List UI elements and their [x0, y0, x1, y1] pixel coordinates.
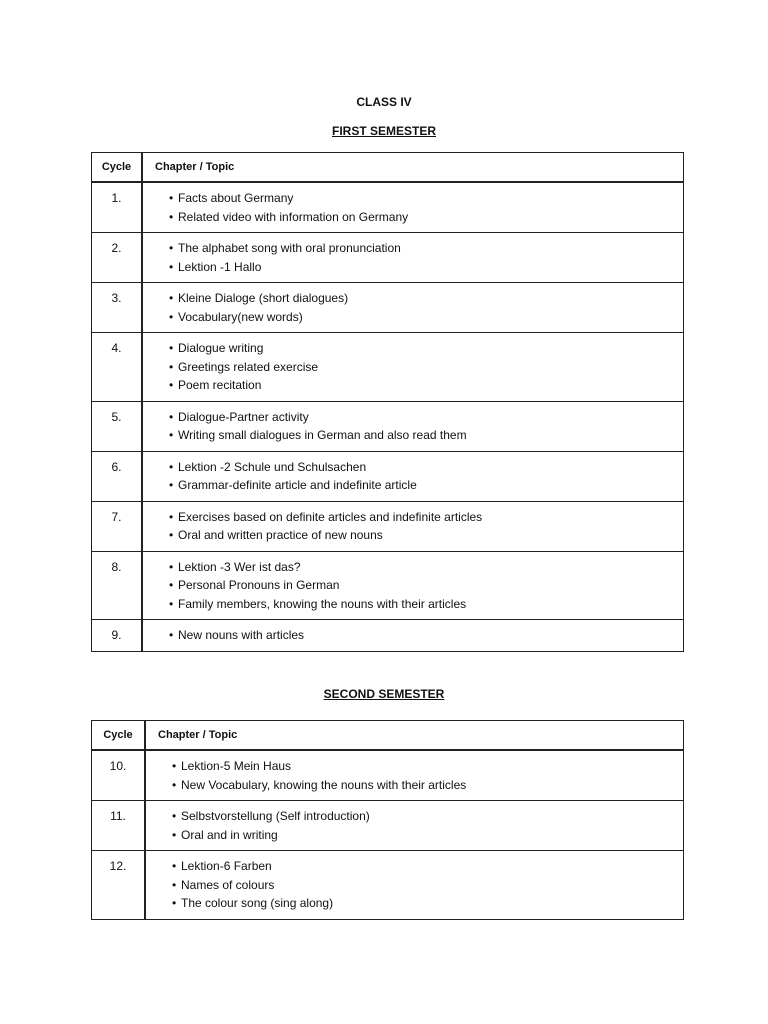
- topic-text: Selbstvorstellung (Self introduction): [181, 809, 370, 823]
- table-row: [92, 283, 684, 333]
- second-semester-rows: [92, 750, 684, 919]
- bullet-icon: •: [169, 596, 174, 611]
- topic-text: Poem recitation: [178, 378, 262, 392]
- bullet-icon: •: [172, 809, 177, 823]
- bullet-icon: •: [169, 259, 174, 274]
- table-row: [92, 401, 684, 451]
- topic-text: The alphabet song with oral pronunciation: [178, 241, 401, 255]
- cycle-number: 6.: [92, 451, 143, 501]
- topic-item: [172, 857, 683, 876]
- table-row: [92, 851, 684, 920]
- topic-item: [169, 376, 683, 395]
- topic-list: [145, 851, 684, 920]
- cycle-number: 8.: [92, 551, 143, 620]
- table-row: [92, 501, 684, 551]
- topic-item: [169, 308, 683, 327]
- bullet-icon: •: [169, 559, 174, 574]
- second-semester-table: [91, 720, 684, 920]
- topic-text: The colour song (sing along): [181, 896, 334, 910]
- topic-text: Facts about Germany: [178, 191, 294, 205]
- cycle-number: 11.: [92, 801, 146, 851]
- topic-item: [169, 576, 683, 595]
- bullet-icon: •: [172, 777, 177, 792]
- topic-list: [142, 551, 684, 620]
- cycle-number: 1.: [92, 182, 143, 233]
- topic-text: Writing small dialogues in German and also read them: [178, 428, 467, 442]
- topic-text: Names of colours: [181, 877, 275, 892]
- cycle-number: 9.: [92, 620, 143, 652]
- bullet-icon: •: [172, 877, 177, 892]
- bullet-icon: •: [172, 827, 177, 842]
- bullet-icon: •: [169, 628, 174, 642]
- topic-item: [172, 826, 683, 845]
- topic-item: [169, 239, 683, 258]
- topic-item: [169, 426, 683, 445]
- topic-text: Grammar-definite article and indefinite article: [178, 478, 417, 492]
- cycle-number: 3.: [92, 283, 143, 333]
- bullet-icon: •: [172, 896, 177, 910]
- topic-item: [169, 358, 683, 377]
- topic-text: Oral and in writing: [181, 827, 278, 842]
- bullet-icon: •: [169, 428, 174, 442]
- topic-item: [172, 757, 683, 776]
- topic-list: [142, 451, 684, 501]
- topic-item: [169, 339, 683, 358]
- topic-text: Oral and written practice of new nouns: [178, 528, 383, 542]
- topic-text: Dialogue-Partner activity: [178, 409, 309, 424]
- bullet-icon: •: [169, 209, 174, 224]
- bullet-icon: •: [169, 378, 174, 392]
- bullet-icon: •: [172, 859, 177, 873]
- topic-item: [169, 258, 683, 277]
- cycle-number: 12.: [92, 851, 146, 920]
- topic-column-header: Chapter / Topic: [142, 153, 684, 183]
- cycle-number: 5.: [92, 401, 143, 451]
- topic-item: [169, 208, 683, 227]
- topic-text: New Vocabulary, knowing the nouns with their articles: [181, 777, 467, 792]
- cycle-number: 4.: [92, 333, 143, 402]
- cycle-number: 7.: [92, 501, 143, 551]
- topic-item: [169, 458, 683, 477]
- table-row: [92, 333, 684, 402]
- table-row: [92, 451, 684, 501]
- topic-text: Lektion -3 Wer ist das?: [178, 559, 301, 574]
- topic-list: [142, 620, 684, 652]
- table-row: [92, 620, 684, 652]
- topic-item: [169, 526, 683, 545]
- bullet-icon: •: [169, 409, 174, 424]
- table-header-row: [92, 153, 684, 183]
- bullet-icon: •: [169, 291, 174, 305]
- topic-text: Exercises based on definite articles and indefinite articles: [178, 509, 483, 524]
- topic-item: [169, 476, 683, 495]
- cycle-column-header: Cycle: [92, 153, 143, 183]
- table-row: [92, 182, 684, 233]
- bullet-icon: •: [169, 341, 174, 355]
- topic-text: Lektion -2 Schule und Schulsachen: [178, 459, 367, 474]
- class-title: CLASS IV: [356, 95, 412, 109]
- topic-text: Related video with information on Germany: [178, 209, 409, 224]
- table-header-row: [92, 721, 684, 751]
- topic-list: [145, 801, 684, 851]
- bullet-icon: •: [169, 359, 174, 374]
- topic-text: New nouns with articles: [178, 628, 305, 642]
- first-semester-table: [91, 152, 684, 652]
- bullet-icon: •: [169, 309, 174, 324]
- first-semester-rows: [92, 182, 684, 651]
- topic-item: [172, 776, 683, 795]
- topic-item: [169, 189, 683, 208]
- bullet-icon: •: [169, 509, 174, 524]
- topic-list: [145, 750, 684, 801]
- bullet-icon: •: [169, 459, 174, 474]
- bullet-icon: •: [169, 478, 174, 492]
- topic-item: [169, 508, 683, 527]
- topic-list: [142, 182, 684, 233]
- topic-item: [172, 876, 683, 895]
- topic-item: [169, 595, 683, 614]
- topic-item: [172, 894, 683, 913]
- topic-item: [169, 558, 683, 577]
- topic-text: Personal Pronouns in German: [178, 578, 340, 592]
- cycle-column-header: Cycle: [92, 721, 146, 751]
- topic-text: Lektion-5 Mein Haus: [181, 759, 292, 773]
- second-semester-title: SECOND SEMESTER: [323, 687, 445, 701]
- table-row: [92, 750, 684, 801]
- topic-text: Vocabulary(new words): [178, 309, 303, 324]
- topic-item: [172, 807, 683, 826]
- cycle-number: 10.: [92, 750, 146, 801]
- topic-column-header: Chapter / Topic: [145, 721, 684, 751]
- topic-text: Dialogue writing: [178, 341, 264, 355]
- topic-text: Family members, knowing the nouns with their articles: [178, 596, 467, 611]
- topic-text: Lektion-6 Farben: [181, 859, 272, 873]
- topic-list: [142, 233, 684, 283]
- bullet-icon: •: [172, 759, 177, 773]
- topic-item: [169, 289, 683, 308]
- bullet-icon: •: [169, 578, 174, 592]
- topic-text: Greetings related exercise: [178, 359, 319, 374]
- topic-list: [142, 283, 684, 333]
- first-semester-title: FIRST SEMESTER: [331, 124, 436, 138]
- bullet-icon: •: [169, 191, 174, 205]
- bullet-icon: •: [169, 241, 174, 255]
- topic-item: [169, 408, 683, 427]
- topic-list: [142, 501, 684, 551]
- topic-text: Lektion -1 Hallo: [178, 259, 262, 274]
- table-row: [92, 551, 684, 620]
- table-row: [92, 801, 684, 851]
- topic-list: [142, 333, 684, 402]
- bullet-icon: •: [169, 528, 174, 542]
- table-row: [92, 233, 684, 283]
- cycle-number: 2.: [92, 233, 143, 283]
- topic-item: [169, 626, 683, 645]
- topic-list: [142, 401, 684, 451]
- topic-text: Kleine Dialoge (short dialogues): [178, 291, 349, 305]
